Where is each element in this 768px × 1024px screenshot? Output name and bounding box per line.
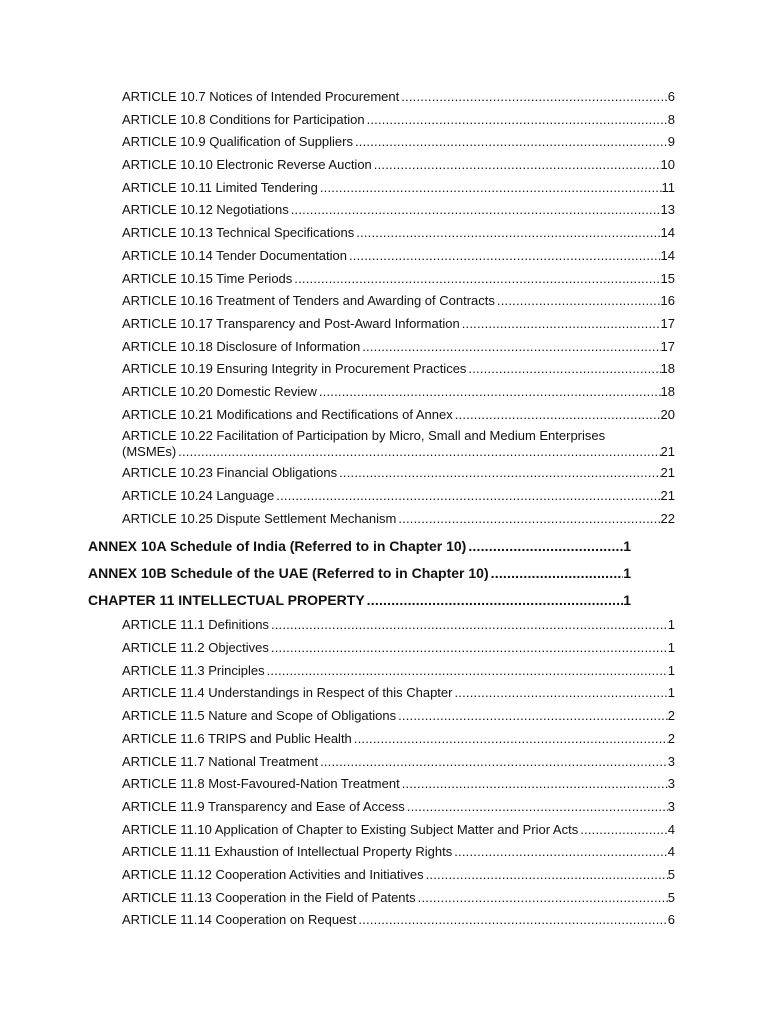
toc-entry-label: ARTICLE 10.14 Tender Documentation xyxy=(122,247,347,263)
toc-entry-label: ARTICLE 11.10 Application of Chapter to Existing Subject Matter and Prior Acts xyxy=(122,821,579,837)
toc-entry-page-number: 3 xyxy=(667,753,675,769)
toc-entry[interactable] xyxy=(0,290,675,313)
toc-entry-label: ARTICLE 10.22 Facilitation of Participation by Micro, Small and Medium Enterprises xyxy=(122,428,606,444)
toc-entry-label: ARTICLE 10.19 Ensuring Integrity in Procurement Practices xyxy=(122,361,467,377)
toc-entry-page-number: 13 xyxy=(660,202,675,218)
toc-entry[interactable] xyxy=(0,154,675,177)
toc-entry[interactable] xyxy=(0,199,675,222)
toc-entry-label: ARTICLE 11.6 TRIPS and Public Health xyxy=(122,730,352,746)
toc-entry-label: ARTICLE 10.15 Time Periods xyxy=(122,270,293,286)
toc-entry-page-number: 16 xyxy=(660,293,675,309)
dot-leader xyxy=(269,614,668,637)
toc-entry[interactable] xyxy=(0,245,675,268)
dot-leader xyxy=(360,336,660,359)
toc-entry-page-number: 18 xyxy=(660,361,675,377)
toc-entry-label: ARTICLE 10.20 Domestic Review xyxy=(122,383,317,399)
toc-entry[interactable] xyxy=(0,887,675,910)
dot-leader xyxy=(269,637,668,660)
toc-entry[interactable] xyxy=(0,485,675,508)
toc-entry-label: ARTICLE 11.7 National Treatment xyxy=(122,753,319,769)
dot-leader xyxy=(495,290,661,313)
toc-entry-page-number: 6 xyxy=(667,912,675,928)
toc-entry[interactable] xyxy=(0,177,675,200)
toc-entry-label: ARTICLE 11.9 Transparency and Ease of Access xyxy=(122,798,405,814)
dot-leader xyxy=(578,819,668,842)
toc-entry-label: ARTICLE 10.16 Treatment of Tenders and Awarding of Contracts xyxy=(122,293,495,309)
toc-entry[interactable] xyxy=(0,841,675,864)
toc-entry[interactable] xyxy=(0,614,675,637)
toc-entry-page-number: 22 xyxy=(660,510,675,526)
toc-entry[interactable] xyxy=(0,909,675,932)
toc-entry-page-number: 21 xyxy=(660,488,675,503)
toc-entry-label: ARTICLE 10.24 Language xyxy=(122,488,275,503)
dot-leader xyxy=(354,222,660,245)
dot-leader xyxy=(265,660,668,683)
toc-entry[interactable] xyxy=(0,796,675,819)
toc-entry-label: ARTICLE 10.13 Technical Specifications xyxy=(122,225,355,241)
toc-entry-label: ARTICLE 10.18 Disclosure of Information xyxy=(122,338,361,354)
toc-entry-label: ARTICLE 10.23 Financial Obligations xyxy=(122,465,338,481)
toc-entry[interactable] xyxy=(0,358,675,381)
dot-leader xyxy=(274,485,660,508)
toc-entry-label: ARTICLE 11.8 Most-Favoured-Nation Treatment xyxy=(122,776,400,792)
toc-entry-page-number: 15 xyxy=(660,270,675,286)
dot-leader xyxy=(337,462,660,485)
dot-leader xyxy=(396,508,660,531)
toc-entry[interactable] xyxy=(0,109,675,132)
toc-entry-page-number: 17 xyxy=(660,315,675,331)
toc-entry[interactable] xyxy=(0,728,675,751)
toc-entry-label: ARTICLE 10.9 Qualification of Suppliers xyxy=(122,134,353,150)
dot-leader xyxy=(396,705,668,728)
toc-entry[interactable] xyxy=(0,222,675,245)
toc-entry-label: ARTICLE 10.8 Conditions for Participation xyxy=(122,111,365,127)
toc-entry[interactable] xyxy=(0,660,675,683)
toc-entry-page-number: 3 xyxy=(667,798,675,814)
dot-leader xyxy=(372,154,661,177)
toc-entry-page-number: 4 xyxy=(667,821,675,837)
toc-entry-page-number: 1 xyxy=(667,662,675,678)
dot-leader xyxy=(365,109,668,132)
toc-entry[interactable] xyxy=(0,313,675,336)
dot-leader xyxy=(176,444,660,460)
dot-leader xyxy=(365,587,624,614)
toc-entry[interactable] xyxy=(0,381,675,404)
dot-leader xyxy=(489,560,624,587)
toc-entry-label: ARTICLE 10.17 Transparency and Post-Award Information xyxy=(122,315,460,331)
toc-entry-label: ARTICLE 11.13 Cooperation in the Field of Patents xyxy=(122,889,416,905)
toc-entry[interactable] xyxy=(0,268,675,291)
toc-entry[interactable] xyxy=(0,637,675,660)
toc-entry-label-continued: (MSMEs) xyxy=(122,444,177,460)
toc-entry-annex-10b[interactable] xyxy=(0,560,631,587)
dot-leader xyxy=(289,199,661,222)
toc-entry-label: ARTICLE 11.4 Understandings in Respect of this Chapter xyxy=(122,685,453,701)
toc-entry[interactable] xyxy=(0,819,675,842)
toc-entry-page-number: 4 xyxy=(667,844,675,860)
dot-leader xyxy=(292,268,660,291)
toc-entry-page-number: 18 xyxy=(660,383,675,399)
dot-leader xyxy=(416,887,668,910)
toc-entry[interactable] xyxy=(0,404,675,427)
toc-entry-chapter-11[interactable] xyxy=(0,587,631,614)
chapter-10-articles-list xyxy=(0,86,768,426)
dot-leader xyxy=(452,682,667,705)
toc-entry-page-number: 1 xyxy=(667,617,675,633)
dot-leader xyxy=(317,381,661,404)
toc-entry-label: ARTICLE 11.14 Cooperation on Request xyxy=(122,912,357,928)
toc-entry-page-number: 17 xyxy=(660,338,675,354)
toc-entry[interactable] xyxy=(0,773,675,796)
toc-entry-page-number: 20 xyxy=(660,406,675,422)
dot-leader xyxy=(353,131,668,154)
toc-entry-page-number: 3 xyxy=(667,776,675,792)
toc-entry[interactable] xyxy=(0,751,675,774)
dot-leader xyxy=(466,358,660,381)
toc-entry-page-number: 1 xyxy=(623,592,631,609)
toc-entry-page-number: 8 xyxy=(667,111,675,127)
toc-entry-label: ARTICLE 10.12 Negotiations xyxy=(122,202,289,218)
toc-entry[interactable] xyxy=(0,86,675,109)
toc-entry-page-number: 5 xyxy=(667,889,675,905)
toc-entry-label: ARTICLE 11.2 Objectives xyxy=(122,640,269,656)
toc-entry-page-number: 10 xyxy=(660,157,675,173)
toc-entry[interactable] xyxy=(0,462,675,485)
toc-entry-page-number: 21 xyxy=(660,465,675,481)
toc-entry-page-number: 1 xyxy=(667,685,675,701)
toc-entry-label: ARTICLE 11.12 Cooperation Activities and Initiatives xyxy=(122,866,424,882)
toc-entry-page-number: 9 xyxy=(667,134,675,150)
toc-entry-label: ANNEX 10A Schedule of India (Referred to in Chapter 10) xyxy=(88,538,467,555)
dot-leader xyxy=(347,245,661,268)
dot-leader xyxy=(452,841,668,864)
dot-leader xyxy=(356,909,667,932)
toc-entry-label: ARTICLE 11.3 Principles xyxy=(122,662,265,678)
toc-entry[interactable] xyxy=(0,682,675,705)
toc-entry-page-number: 2 xyxy=(667,730,675,746)
dot-leader xyxy=(460,313,661,336)
toc-entry[interactable] xyxy=(0,508,675,531)
toc-entry-page-number: 1 xyxy=(667,640,675,656)
toc-entry-article-10-22[interactable] xyxy=(0,426,675,462)
dot-leader xyxy=(318,751,668,774)
toc-entry-page-number: 21 xyxy=(660,444,675,460)
toc-entry-page-number: 6 xyxy=(667,89,675,104)
toc-entry-label: ARTICLE 10.11 Limited Tendering xyxy=(122,179,318,195)
toc-entry-page-number: 14 xyxy=(660,247,675,263)
dot-leader xyxy=(453,404,661,427)
toc-entry-label: ARTICLE 11.11 Exhaustion of Intellectual Property Rights xyxy=(122,844,453,860)
toc-entry-label: ARTICLE 11.1 Definitions xyxy=(122,617,269,633)
toc-entry-page-number: 2 xyxy=(667,708,675,724)
table-of-contents xyxy=(0,86,768,932)
toc-entry-label: ARTICLE 10.21 Modifications and Rectifications of Annex xyxy=(122,406,453,422)
toc-entry-annex-10a[interactable] xyxy=(0,533,631,560)
chapter-11-articles-list xyxy=(0,614,768,932)
toc-entry-page-number: 1 xyxy=(623,565,631,582)
dot-leader xyxy=(400,773,668,796)
toc-entry-page-number: 5 xyxy=(667,866,675,882)
dot-leader xyxy=(318,177,662,200)
toc-entry-page-number: 11 xyxy=(661,179,675,195)
toc-entry-label: ARTICLE 11.5 Nature and Scope of Obligations xyxy=(122,708,397,724)
dot-leader xyxy=(424,864,668,887)
dot-leader xyxy=(352,728,668,751)
dot-leader xyxy=(399,86,668,109)
toc-entry[interactable] xyxy=(0,336,675,359)
chapter-10-articles-list-continued xyxy=(0,462,768,530)
toc-entry-label: ANNEX 10B Schedule of the UAE (Referred to in Chapter 10) xyxy=(88,565,489,582)
toc-entry-label: CHAPTER 11 INTELLECTUAL PROPERTY xyxy=(88,592,365,609)
toc-entry-page-number: 14 xyxy=(660,225,675,241)
dot-leader xyxy=(466,533,623,560)
toc-entry-label: ARTICLE 10.25 Dispute Settlement Mechanism xyxy=(122,510,397,526)
toc-entry-label: ARTICLE 10.7 Notices of Intended Procurement xyxy=(122,89,400,104)
toc-entry[interactable] xyxy=(0,131,675,154)
toc-entry[interactable] xyxy=(0,705,675,728)
toc-entry-page-number: 1 xyxy=(623,538,631,555)
toc-entry[interactable] xyxy=(0,864,675,887)
toc-entry-label: ARTICLE 10.10 Electronic Reverse Auction xyxy=(122,157,372,173)
dot-leader xyxy=(405,796,668,819)
